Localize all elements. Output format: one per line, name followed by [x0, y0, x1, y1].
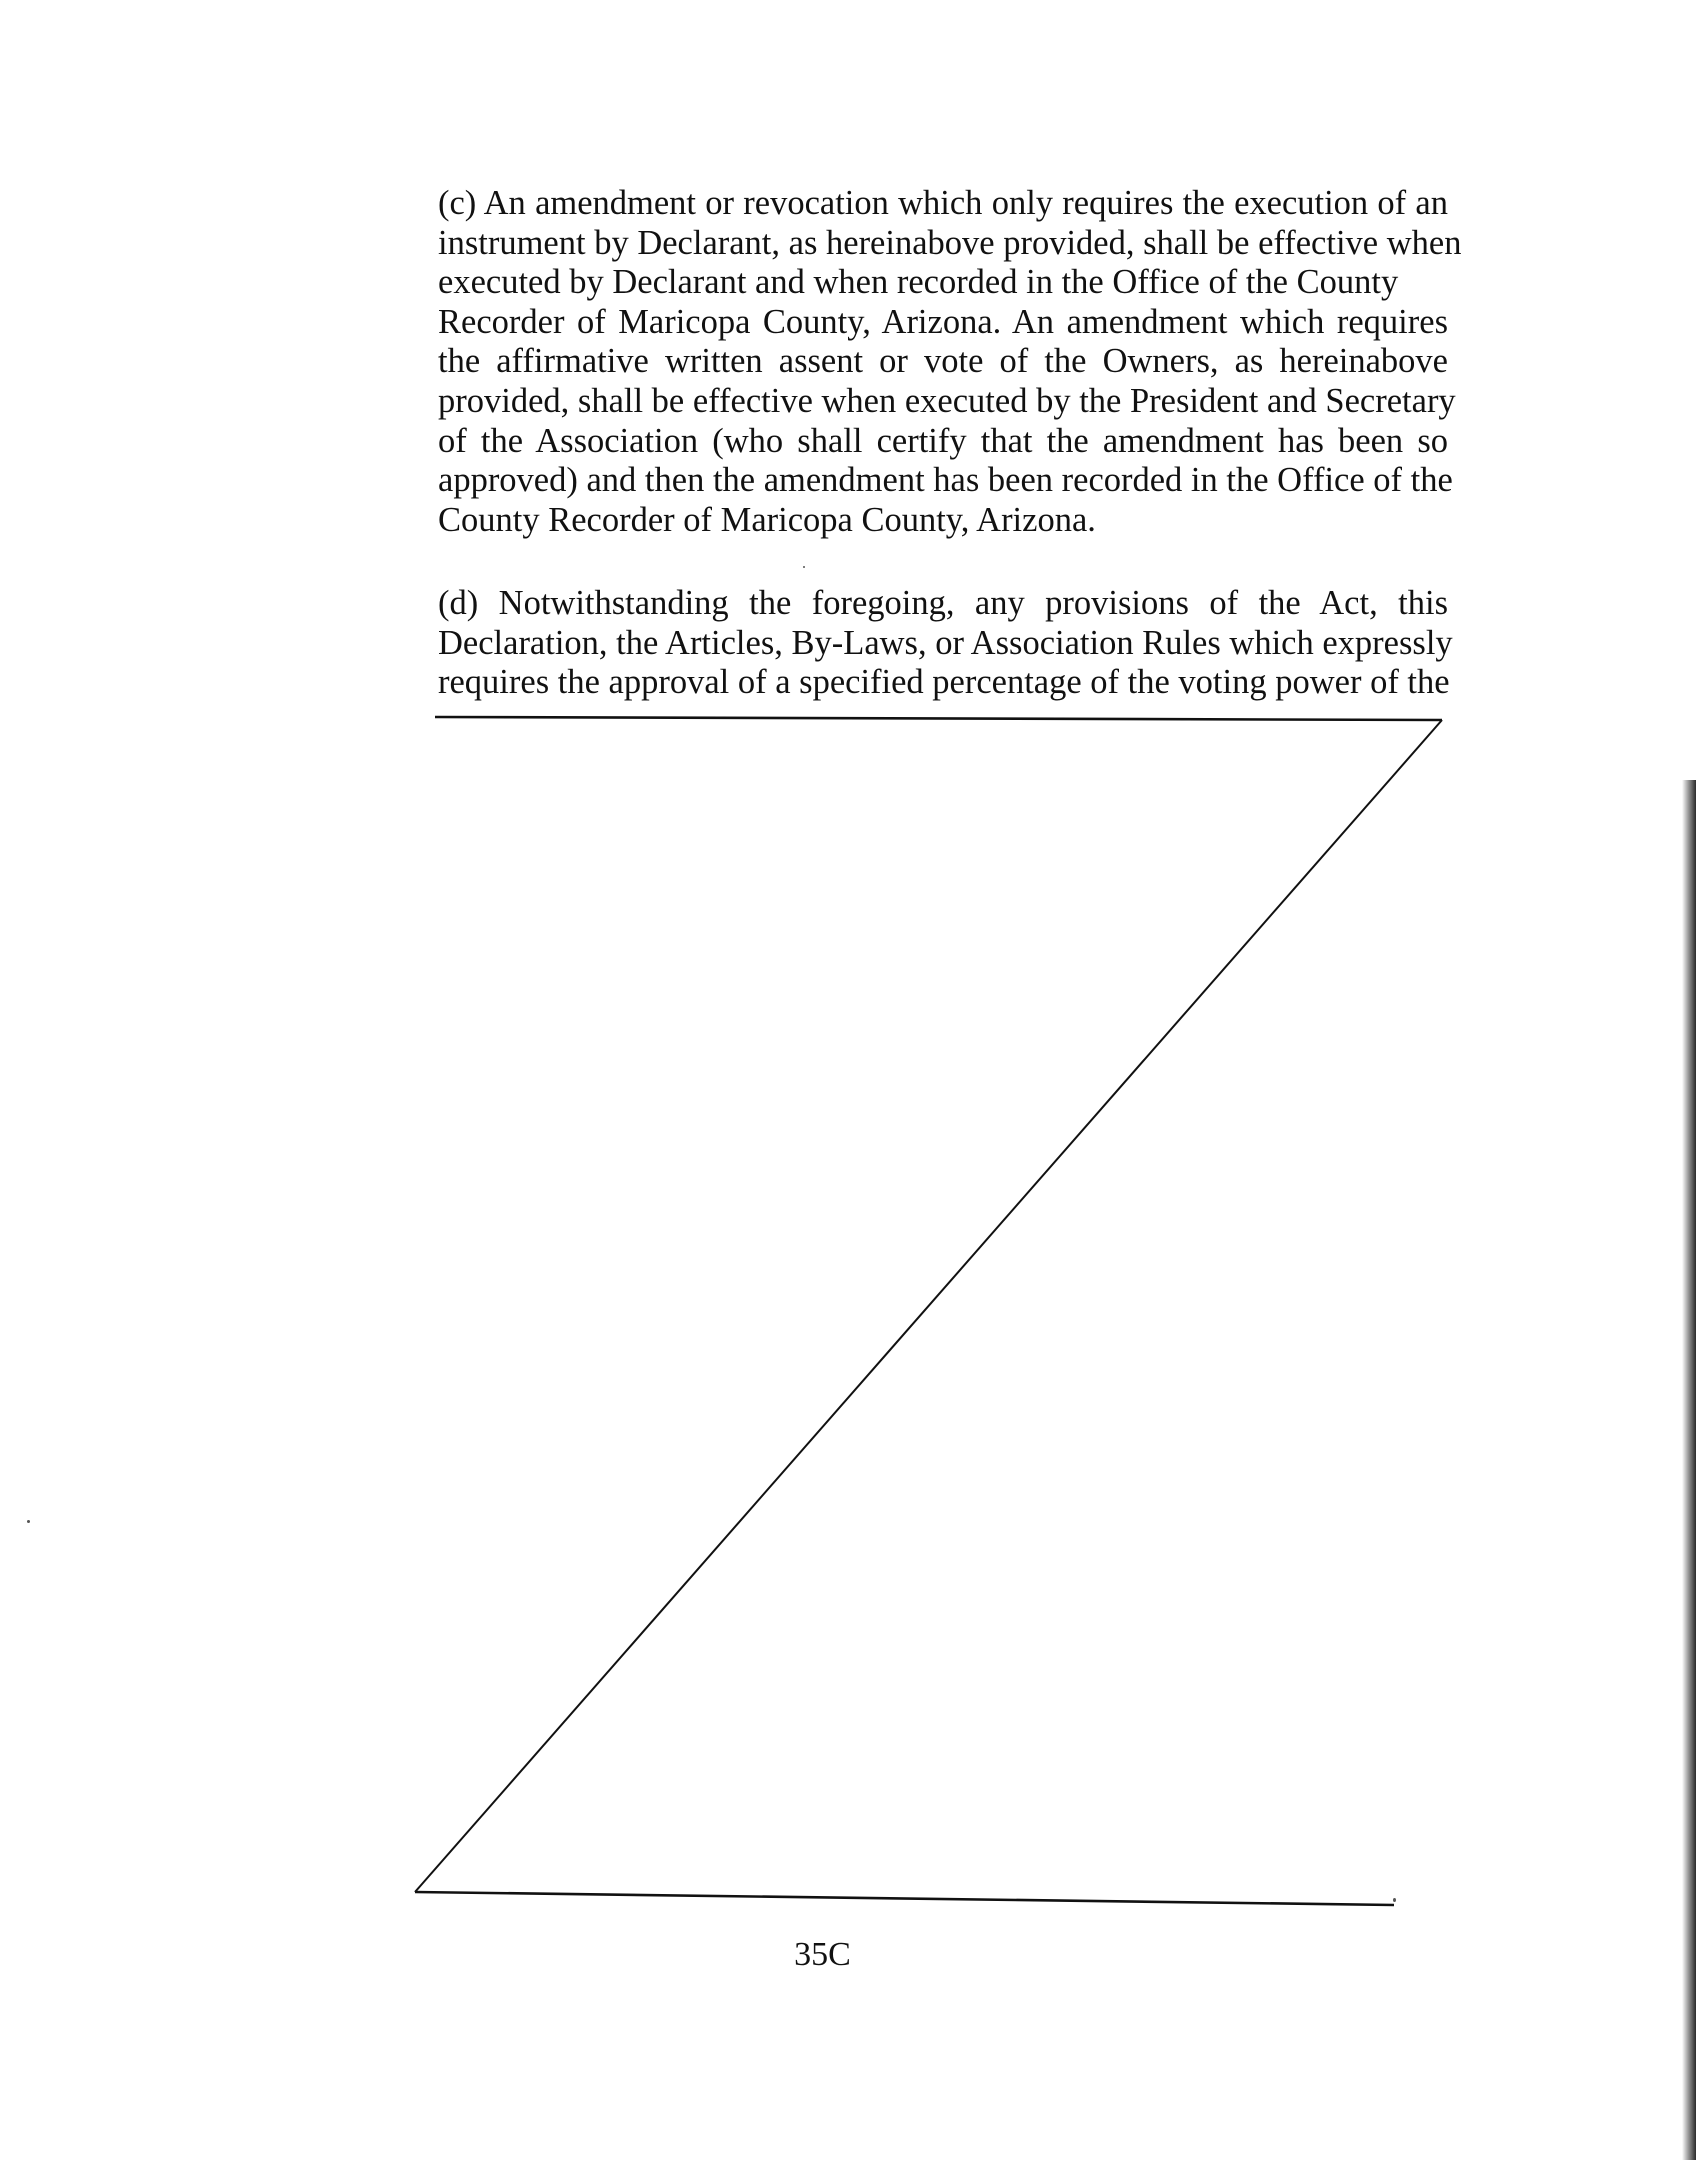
z-mark-diagonal-line: [415, 720, 1442, 1892]
paragraph-c-line: (c) An amendment or revocation which only requires the execution of an: [438, 184, 1448, 222]
z-mark-bottom-line: [415, 1892, 1394, 1905]
paragraph-c-line: of the Association (who shall certify that the amendment has been so: [438, 421, 1448, 460]
z-mark-top-line: [435, 717, 1442, 720]
paragraph-c-line: instrument by Declarant, as hereinabove provided, shall be effective when: [438, 223, 1462, 262]
paragraph-d-line: requires the approval of a specified percentage of the voting power of the: [438, 663, 1450, 702]
paragraph-c-line: executed by Declarant and when recorded in the Office of the County: [438, 263, 1399, 302]
page-number: 35C: [794, 1936, 851, 1973]
paragraph-c-line: provided, shall be effective when executed by the President and Secretary: [438, 381, 1456, 420]
scan-speck: [1393, 1898, 1396, 1902]
scan-speck: [803, 566, 805, 568]
paragraph-c-line: Recorder of Maricopa County, Arizona. An amendment which requires: [438, 302, 1448, 341]
paragraph-c-line: approved) and then the amendment has been recorded in the Office of the: [438, 461, 1453, 500]
scan-edge-shadow: [1682, 780, 1696, 2160]
paragraph-d-line: (d) Notwithstanding the foregoing, any provisions of the Act, this: [438, 584, 1448, 622]
scan-speck: [27, 1520, 30, 1523]
paragraph-c-line: the affirmative written assent or vote of the Owners, as hereinabove: [438, 342, 1448, 381]
paragraph-d-line: Declaration, the Articles, By-Laws, or Association Rules which expressly: [438, 623, 1453, 662]
paragraph-c-line: County Recorder of Maricopa County, Arizona.: [438, 500, 1096, 539]
